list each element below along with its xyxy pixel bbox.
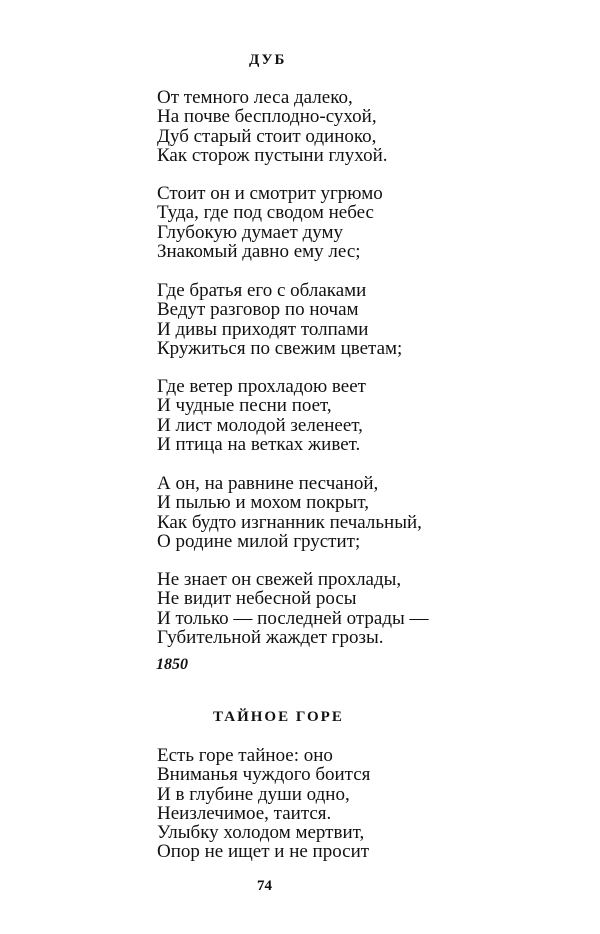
poem-line: Ведут разговор по ночам <box>157 299 359 321</box>
poem-date: 1850 <box>156 656 188 673</box>
poem-line: Есть горе тайное: оно <box>157 745 333 766</box>
poem-line: Туда, где под сводом небес <box>157 202 374 224</box>
poem-line: Улыбку холодом мертвит, <box>157 822 365 844</box>
poem-line: И только — последней отрады — <box>157 607 429 629</box>
poem-line: И пылью и мохом покрыт, <box>157 492 369 514</box>
poem-line: А он, на равнине песчаной, <box>157 473 379 494</box>
poem-line: Вниманья чуждого боится <box>157 764 371 786</box>
poem-line: Как будто изгнанник печальный, <box>157 511 422 533</box>
poem-line: Где ветер прохладою веет <box>157 376 366 397</box>
stanza <box>157 281 402 358</box>
poem-title: ДУБ <box>249 52 287 68</box>
poem-line: И лист молодой зеленеет, <box>157 414 363 436</box>
poem-line: И в глубине души одно, <box>157 783 350 805</box>
poem-line: От темного леса далеко, <box>157 87 353 108</box>
poem-line: О родине милой грустит; <box>157 530 361 552</box>
poem-line: И птица на ветках живет. <box>157 433 361 455</box>
page-number: 74 <box>257 878 272 894</box>
poem-title: ТАЙНОЕ ГОРЕ <box>213 709 344 725</box>
stanza <box>157 88 388 165</box>
poem-line: Опор не ищет и не просит <box>157 841 370 863</box>
poem-line: Не видит небесной росы <box>157 588 357 610</box>
poem-line: Дуб старый стоит одиноко, <box>157 125 377 147</box>
stanza <box>157 570 429 647</box>
poem-line: Глубокую думает думу <box>157 221 344 243</box>
poem-line: Губительной жаждет грозы. <box>157 626 384 648</box>
poem-line: И дивы приходят толпами <box>157 318 369 340</box>
poem-line: Знакомый давно ему лес; <box>157 240 361 262</box>
poem-line: Не знает он свежей прохлады, <box>157 569 402 590</box>
stanza <box>157 746 370 862</box>
poem-line: Кружиться по свежим цветам; <box>157 337 403 359</box>
poem-line: Как сторож пустыни глухой. <box>157 144 388 166</box>
poem-line: Где братья его с облаками <box>157 280 367 301</box>
poem-line: Неизлечимое, таится. <box>157 802 332 824</box>
poem-line: На почве бесплодно-сухой, <box>157 106 377 128</box>
stanza <box>157 377 366 454</box>
stanza <box>157 184 383 261</box>
stanza <box>157 474 422 551</box>
poem-line: Стоит он и смотрит угрюмо <box>157 183 383 204</box>
poem-line: И чудные песни поет, <box>157 395 332 417</box>
